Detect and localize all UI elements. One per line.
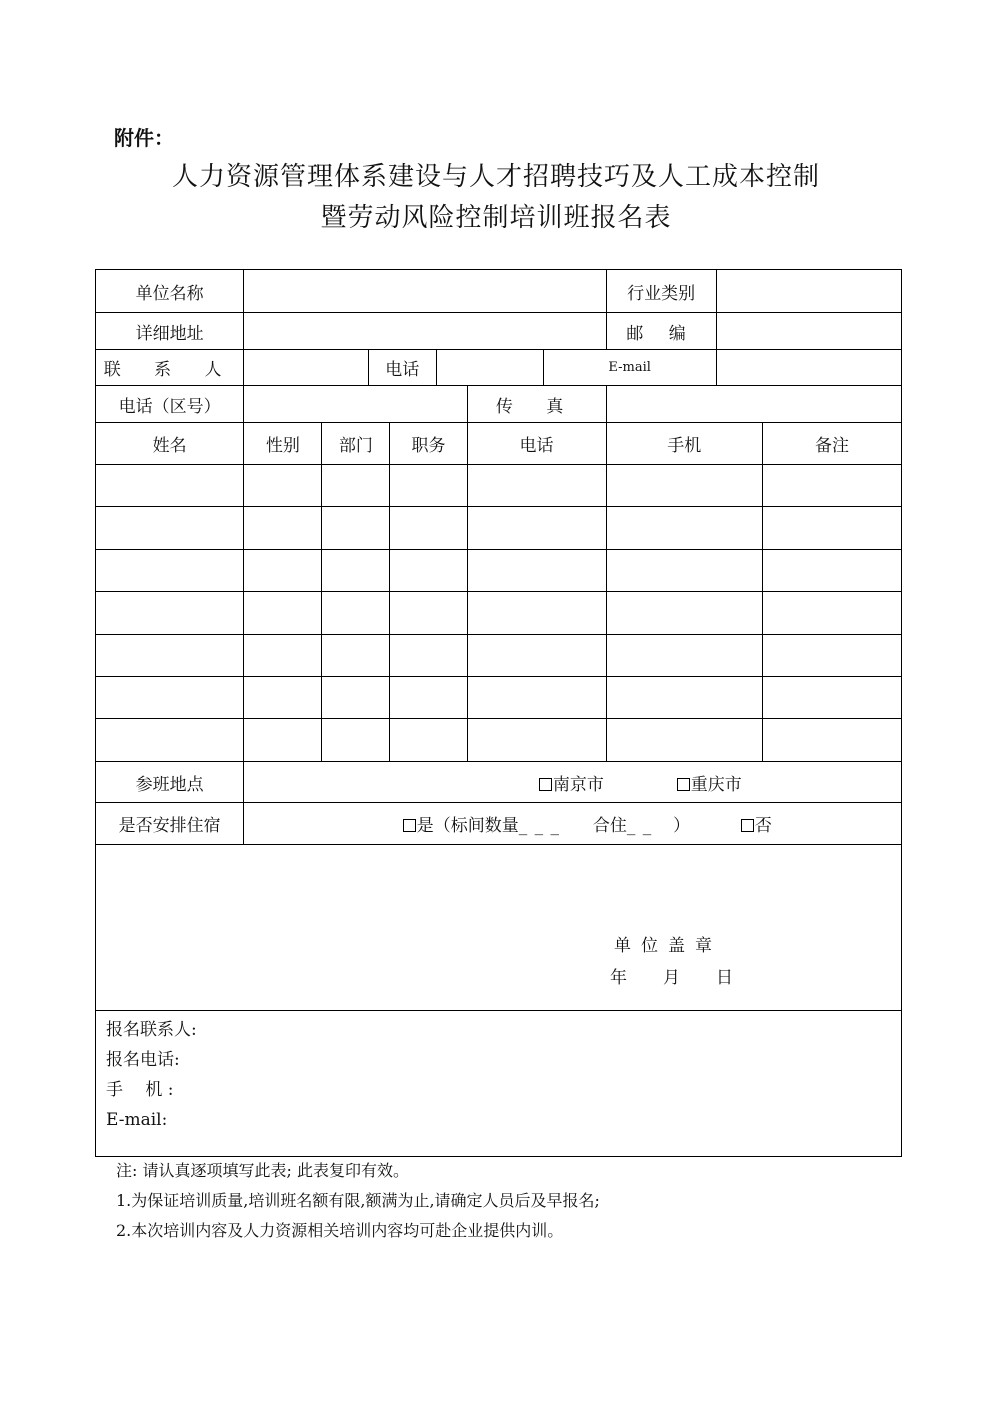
participant-mobile-cell[interactable]: [606, 507, 762, 550]
registration-email: E-mail:: [106, 1110, 168, 1130]
unit-name-label: 单位名称: [96, 270, 244, 313]
table-row: [96, 550, 902, 592]
note-line-2: 1.为保证培训质量,培训班名额有限,额满为止,请确定人员后及早报名;: [116, 1191, 600, 1210]
participant-gender-cell[interactable]: [244, 592, 322, 635]
registration-form-table: [95, 269, 902, 1157]
participant-department-cell[interactable]: [322, 719, 390, 762]
participant-name-cell[interactable]: [96, 677, 244, 719]
participant-name-cell[interactable]: [96, 635, 244, 677]
participant-gender-cell[interactable]: [244, 635, 322, 677]
note-line-3: 2.本次培训内容及人力资源相关培训内容均可赴企业提供内训。: [116, 1221, 564, 1240]
contact-row: [96, 350, 902, 386]
participant-department-cell[interactable]: [322, 592, 390, 635]
participant-department-cell[interactable]: [322, 507, 390, 550]
participant-phone-cell[interactable]: [467, 465, 606, 507]
contact-person-label: 联 系 人: [96, 350, 244, 386]
table-row: [96, 677, 902, 719]
participant-phone-cell[interactable]: [467, 719, 606, 762]
seal-area: [96, 845, 902, 1011]
column-header-mobile: 手机: [606, 423, 762, 465]
accommodation-row: [96, 803, 902, 845]
participant-phone-cell[interactable]: [467, 550, 606, 592]
fax-field[interactable]: [606, 386, 901, 423]
participant-remarks-cell[interactable]: [762, 719, 901, 762]
unit-name-field[interactable]: [244, 270, 606, 313]
participants-header-row: [96, 423, 902, 465]
participant-name-cell[interactable]: [96, 465, 244, 507]
participant-gender-cell[interactable]: [244, 719, 322, 762]
location-row: [96, 762, 902, 803]
form-title-line2: 暨劳动风险控制培训班报名表: [320, 203, 672, 233]
option-chongqing-label: 重庆市: [690, 774, 742, 795]
seal-date: [610, 963, 769, 988]
industry-field[interactable]: [716, 270, 901, 313]
participant-remarks-cell[interactable]: [762, 635, 901, 677]
participant-position-cell[interactable]: [390, 635, 467, 677]
participant-gender-cell[interactable]: [244, 507, 322, 550]
participant-department-cell[interactable]: [322, 677, 390, 719]
accommodation-label: 是否安排住宿: [96, 803, 244, 845]
participant-phone-cell[interactable]: [467, 635, 606, 677]
column-header-gender: 性别: [244, 423, 322, 465]
participant-name-cell[interactable]: [96, 550, 244, 592]
participant-name-cell[interactable]: [96, 507, 244, 550]
accommodation-options: [244, 803, 902, 845]
column-header-remarks: 备注: [762, 423, 901, 465]
table-row: [96, 635, 902, 677]
participant-remarks-cell[interactable]: [762, 507, 901, 550]
registration-contact-person: 报名联系人:: [106, 1020, 197, 1040]
checkbox-no[interactable]: [741, 819, 754, 832]
checkbox-nanjing[interactable]: [539, 778, 552, 791]
industry-label: 行业类别: [606, 270, 716, 313]
participant-gender-cell[interactable]: [244, 677, 322, 719]
contact-info-row: [96, 1011, 902, 1157]
area-phone-field[interactable]: [244, 386, 467, 423]
email-field[interactable]: [716, 350, 901, 386]
email-label: E-mail: [543, 350, 716, 386]
seal-row: [96, 845, 902, 1011]
accommodation-yes-label: 是（标间数量: [416, 816, 519, 836]
participant-position-cell[interactable]: [390, 677, 467, 719]
participant-remarks-cell[interactable]: [762, 677, 901, 719]
seal-year-label: 年: [610, 968, 627, 988]
participant-department-cell[interactable]: [322, 465, 390, 507]
seal-month-label: 月: [663, 968, 680, 988]
column-header-phone: 电话: [467, 423, 606, 465]
table-row: [96, 592, 902, 635]
table-row: [96, 465, 902, 507]
attachment-label: 附件：: [114, 126, 174, 150]
seal-day-label: 日: [716, 968, 733, 988]
phone-field[interactable]: [436, 350, 543, 386]
address-field[interactable]: [244, 313, 606, 350]
participant-remarks-cell[interactable]: [762, 592, 901, 635]
area-phone-row: [96, 386, 902, 423]
participant-gender-cell[interactable]: [244, 465, 322, 507]
participant-phone-cell[interactable]: [467, 507, 606, 550]
participant-position-cell[interactable]: [390, 550, 467, 592]
address-row: [96, 313, 902, 350]
participant-remarks-cell[interactable]: [762, 465, 901, 507]
checkbox-chongqing[interactable]: [677, 778, 690, 791]
participant-name-cell[interactable]: [96, 719, 244, 762]
option-nanjing-label: 南京市: [552, 774, 604, 795]
table-row: [96, 507, 902, 550]
participant-position-cell[interactable]: [390, 719, 467, 762]
form-title-line1: 人力资源管理体系建设与人才招聘技巧及人工成本控制: [171, 162, 820, 192]
notes-section: [116, 1156, 600, 1246]
accommodation-close-paren: ）: [673, 816, 691, 836]
note-line-1: 注: 请认真逐项填写此表; 此表复印有效。: [116, 1161, 409, 1180]
table-row: [96, 719, 902, 762]
participant-remarks-cell[interactable]: [762, 550, 901, 592]
participant-position-cell[interactable]: [390, 465, 467, 507]
participant-department-cell[interactable]: [322, 550, 390, 592]
location-options: [244, 762, 902, 803]
participant-mobile-cell[interactable]: [606, 635, 762, 677]
participant-mobile-cell[interactable]: [606, 677, 762, 719]
participant-phone-cell[interactable]: [467, 677, 606, 719]
location-label: 参班地点: [96, 762, 244, 803]
checkbox-yes[interactable]: [403, 819, 416, 832]
postcode-label: 邮 编: [606, 313, 716, 350]
participant-mobile-cell[interactable]: [606, 592, 762, 635]
unit-row: [96, 270, 902, 313]
postcode-field[interactable]: [716, 313, 901, 350]
column-header-position: 职务: [390, 423, 467, 465]
participant-mobile-cell[interactable]: [606, 465, 762, 507]
participant-position-cell[interactable]: [390, 507, 467, 550]
participant-phone-cell[interactable]: [467, 592, 606, 635]
registration-phone: 报名电话:: [106, 1050, 180, 1070]
standard-room-count-blank[interactable]: _ _ _: [518, 816, 561, 836]
phone-label: 电话: [368, 350, 436, 386]
shared-room-label: 合住: [592, 816, 627, 836]
participant-name-cell[interactable]: [96, 592, 244, 635]
column-header-department: 部门: [322, 423, 390, 465]
participant-department-cell[interactable]: [322, 635, 390, 677]
unit-seal-label: 单位盖章: [614, 936, 722, 956]
area-phone-label: 电话（区号）: [96, 386, 244, 423]
contact-person-field[interactable]: [244, 350, 369, 386]
shared-room-count-blank[interactable]: _ _: [626, 816, 653, 836]
participant-gender-cell[interactable]: [244, 550, 322, 592]
registration-mobile: 手 机 :: [106, 1080, 174, 1100]
fax-label: 传 真: [467, 386, 606, 423]
participant-mobile-cell[interactable]: [606, 719, 762, 762]
address-label: 详细地址: [96, 313, 244, 350]
participant-position-cell[interactable]: [390, 592, 467, 635]
contact-info-area: [96, 1011, 902, 1157]
participant-mobile-cell[interactable]: [606, 550, 762, 592]
column-header-name: 姓名: [96, 423, 244, 465]
accommodation-no-label: 否: [754, 816, 772, 836]
